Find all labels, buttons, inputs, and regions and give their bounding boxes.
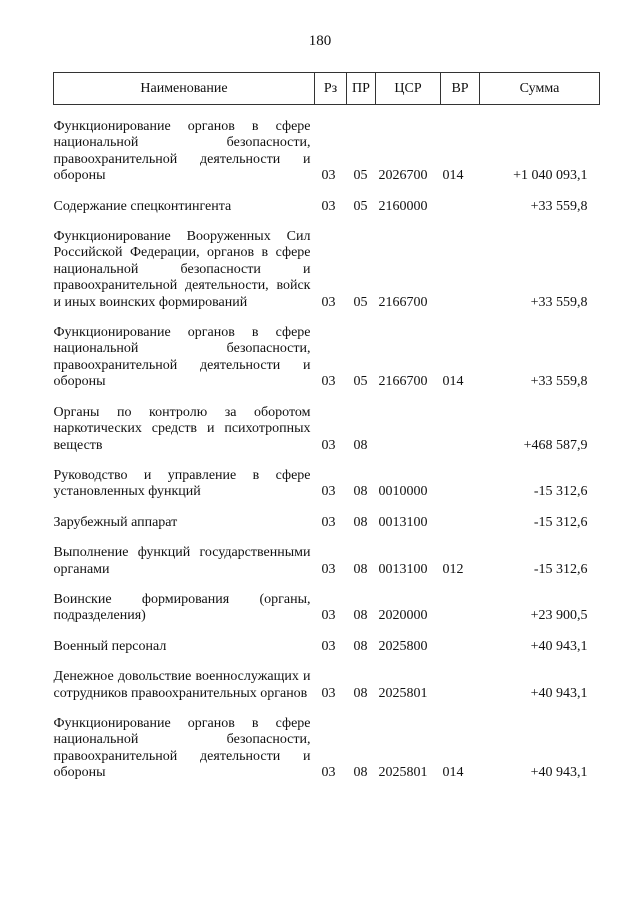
header-sum: Сумма (480, 73, 600, 105)
row-pr: 05 (353, 168, 368, 184)
table-row (54, 639, 600, 655)
row-name: Функционирование органов в сфере национальной безопасности, правоохранительной деятельности и обороны (53, 119, 311, 184)
row-rz: 03 (321, 765, 336, 781)
table-row (54, 716, 600, 782)
row-vr (441, 639, 480, 655)
row-name: Выполнение функций государственными органами (53, 545, 311, 577)
row-name: Функционирование Вооруженных Сил Российской Федерации, органов в сфере национальной безопасности и правоохранительной деятельности, войск и иных воинских формирований (53, 229, 311, 310)
row-rz: 03 (321, 168, 336, 184)
row-sum: -15 312,6 (533, 514, 588, 530)
row-name: Военный персонал (53, 638, 167, 654)
row-vr: 012 (442, 561, 464, 577)
row-vr (441, 669, 480, 702)
table-row (54, 669, 600, 702)
row-rz: 03 (321, 685, 336, 701)
row-sum: +23 900,5 (530, 608, 588, 624)
table-row (54, 405, 600, 454)
table-row (54, 229, 600, 311)
header-pr: ПР (347, 73, 376, 105)
row-csr: 2160000 (378, 198, 428, 214)
header-csr: ЦСР (376, 73, 441, 105)
row-pr: 08 (353, 638, 368, 654)
row-name: Функционирование органов в сфере национальной безопасности, правоохранительной деятельности и обороны (53, 715, 311, 781)
row-sum: +40 943,1 (530, 638, 588, 654)
row-sum: +1 040 093,1 (513, 168, 588, 184)
row-pr: 08 (353, 561, 368, 577)
row-pr: 08 (353, 765, 368, 781)
row-sum: -15 312,6 (533, 484, 588, 500)
row-rz: 03 (321, 294, 336, 310)
row-vr (441, 468, 480, 501)
row-csr: 2025801 (378, 685, 428, 701)
row-name: Руководство и управление в сфере установленных функций (53, 467, 311, 500)
row-rz: 03 (321, 484, 336, 500)
row-csr: 2025800 (378, 638, 428, 654)
row-csr: 0013100 (378, 514, 428, 530)
header-name: Наименование (54, 73, 315, 105)
row-csr: 2020000 (378, 608, 428, 624)
row-name: Содержание спецконтингента (53, 198, 232, 214)
row-csr: 0010000 (378, 484, 428, 500)
row-csr: 2026700 (378, 168, 428, 184)
row-sum: +40 943,1 (530, 685, 588, 701)
row-rz: 03 (321, 638, 336, 654)
row-vr: 014 (442, 374, 464, 390)
row-rz: 03 (321, 561, 336, 577)
header-vr: ВР (441, 73, 480, 105)
table-row (54, 515, 600, 531)
table-row (54, 119, 600, 185)
row-sum: +33 559,8 (530, 198, 588, 214)
row-name: Воинские формирования (органы, подразделения) (53, 591, 311, 624)
row-sum: +468 587,9 (523, 437, 588, 453)
table-row (54, 199, 600, 215)
page-number: 180 (308, 33, 332, 49)
table-row (54, 468, 600, 501)
table-body (54, 105, 600, 782)
row-rz: 03 (321, 437, 336, 453)
row-vr: 014 (442, 168, 464, 184)
table-row (54, 545, 600, 578)
row-name: Зарубежный аппарат (53, 514, 178, 530)
row-pr: 08 (353, 484, 368, 500)
row-vr (441, 592, 480, 625)
row-csr: 2166700 (378, 374, 428, 390)
row-sum: +33 559,8 (530, 374, 588, 390)
row-vr (441, 515, 480, 531)
table-row (54, 325, 600, 391)
row-pr: 08 (353, 685, 368, 701)
row-sum: +40 943,1 (530, 765, 588, 781)
row-sum: +33 559,8 (530, 294, 588, 310)
row-pr: 08 (353, 608, 368, 624)
row-rz: 03 (321, 198, 336, 214)
row-rz: 03 (321, 514, 336, 530)
row-rz: 03 (321, 608, 336, 624)
row-rz: 03 (321, 374, 336, 390)
row-sum: -15 312,6 (533, 561, 588, 577)
row-csr (376, 405, 441, 454)
row-vr (441, 229, 480, 311)
row-pr: 05 (353, 374, 368, 390)
row-name: Денежное довольствие военнослужащих и сотрудников правоохранительных органов (53, 669, 311, 701)
row-pr: 05 (353, 198, 368, 214)
row-name: Органы по контролю за оборотом наркотических средств и психотропных веществ (53, 404, 311, 453)
row-vr (441, 405, 480, 454)
row-csr: 2166700 (378, 294, 428, 310)
table-header (54, 73, 600, 105)
header-rz: Рз (315, 73, 347, 105)
row-csr: 2025801 (378, 765, 428, 781)
row-name: Функционирование органов в сфере национальной безопасности, правоохранительной деятельности и обороны (53, 325, 311, 390)
row-vr: 014 (442, 765, 464, 781)
row-pr: 05 (353, 294, 368, 310)
row-pr: 08 (353, 437, 368, 453)
row-pr: 08 (353, 514, 368, 530)
table-row (54, 592, 600, 625)
row-csr: 0013100 (378, 561, 428, 577)
budget-table (53, 72, 600, 782)
row-vr (441, 199, 480, 215)
